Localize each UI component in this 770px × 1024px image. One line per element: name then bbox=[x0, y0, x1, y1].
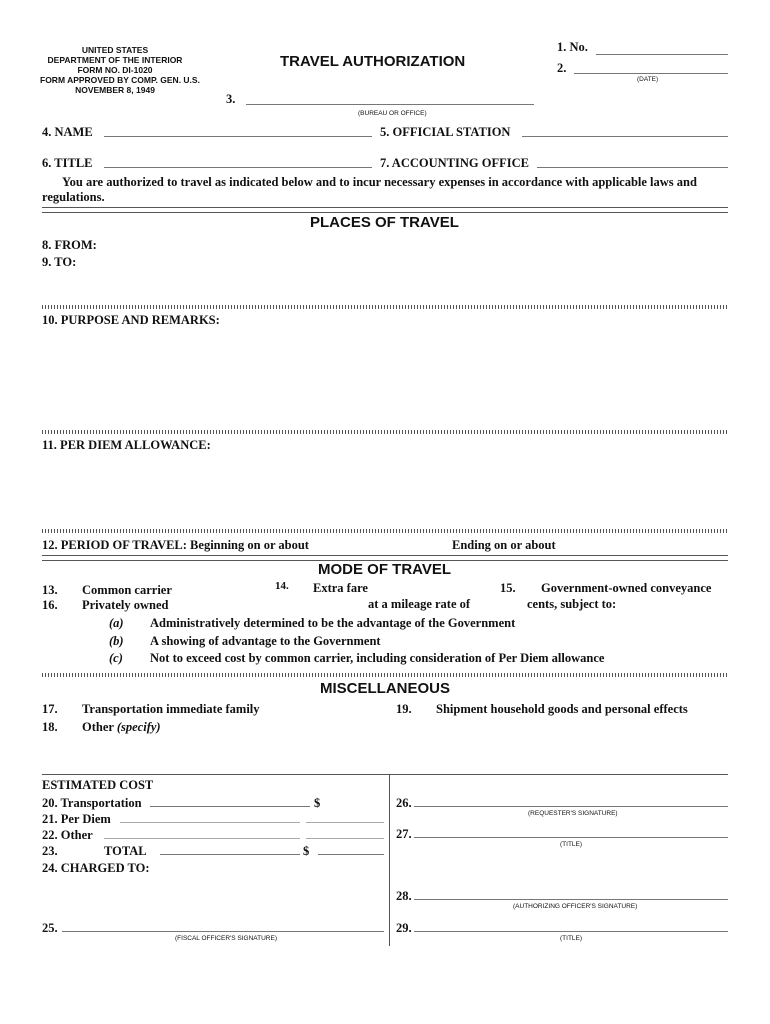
divider-purpose bbox=[42, 305, 728, 309]
estimated-cost-heading: ESTIMATED COST bbox=[42, 778, 154, 792]
misc-heading: MISCELLANEOUS bbox=[320, 680, 451, 697]
option-b-text: A showing of advantage to the Government bbox=[150, 634, 381, 648]
fiscal-signature-field[interactable] bbox=[62, 931, 384, 932]
form-agency-block bbox=[40, 45, 200, 95]
authorization-text-line1: You are authorized to travel as indicated below and to incur necessary expenses in accordance with applicable laws and bbox=[62, 175, 697, 189]
form-title: TRAVEL AUTHORIZATION bbox=[280, 53, 466, 70]
transport-family-label: Transportation immediate family bbox=[82, 702, 260, 716]
specify-text: (specify) bbox=[116, 720, 161, 734]
per-diem-amount-field[interactable] bbox=[306, 822, 384, 823]
fiscal-signature-caption: (FISCAL OFFICER'S SIGNATURE) bbox=[175, 935, 277, 942]
other-amount-field[interactable] bbox=[306, 838, 384, 839]
item-18-number: 18. bbox=[42, 720, 58, 734]
official-station-label: 5. OFFICIAL STATION bbox=[380, 125, 511, 139]
other-label bbox=[82, 720, 161, 735]
item-19-number: 19. bbox=[396, 702, 412, 716]
authorizing-title-field[interactable] bbox=[414, 931, 728, 932]
authorization-text-line2: regulations. bbox=[42, 190, 105, 204]
item-16-number: 16. bbox=[42, 598, 58, 612]
govt-conveyance-label: Government-owned conveyance bbox=[541, 581, 712, 595]
form-approval: FORM APPROVED BY COMP. GEN. U.S. bbox=[40, 75, 200, 85]
no-label: 1. No. bbox=[557, 40, 588, 54]
total-field[interactable] bbox=[160, 854, 300, 855]
mileage-rate-label: at a mileage rate of bbox=[368, 597, 471, 611]
from-label: 8. FROM: bbox=[42, 238, 97, 252]
bureau-field[interactable] bbox=[246, 104, 534, 105]
title-label: 6. TITLE bbox=[42, 156, 93, 170]
mode-heading: MODE OF TRAVEL bbox=[318, 561, 452, 578]
authorizing-signature-caption: (AUTHORIZING OFFICER'S SIGNATURE) bbox=[513, 903, 638, 910]
divider-misc bbox=[42, 673, 728, 677]
common-carrier-label: Common carrier bbox=[82, 583, 172, 597]
authorizing-signature-field[interactable] bbox=[414, 899, 728, 900]
option-c-mark: (c) bbox=[109, 651, 123, 665]
cost-box-divider bbox=[389, 774, 390, 946]
total-label: TOTAL bbox=[104, 844, 147, 858]
shipment-label: Shipment household goods and personal effects bbox=[436, 702, 688, 716]
date-field[interactable] bbox=[574, 73, 728, 74]
date-caption: (DATE) bbox=[637, 76, 659, 83]
other-text: Other bbox=[82, 720, 114, 734]
privately-owned-label: Privately owned bbox=[82, 598, 169, 612]
requester-signature-caption: (REQUESTER'S SIGNATURE) bbox=[528, 810, 618, 817]
official-station-field[interactable] bbox=[522, 136, 728, 137]
option-b-mark: (b) bbox=[109, 634, 124, 648]
form-date: NOVEMBER 8, 1949 bbox=[75, 85, 155, 95]
agency-line-2: DEPARTMENT OF THE INTERIOR bbox=[47, 55, 183, 65]
period-ending-label: Ending on or about bbox=[452, 538, 556, 552]
name-field[interactable] bbox=[104, 136, 372, 137]
total-amount-field[interactable] bbox=[318, 854, 384, 855]
item-28-number: 28. bbox=[396, 889, 412, 903]
period-label: 12. PERIOD OF TRAVEL: Beginning on or about bbox=[42, 538, 309, 552]
transportation-field[interactable] bbox=[150, 806, 310, 807]
per-diem-cost-field[interactable] bbox=[120, 822, 300, 823]
cost-box-top bbox=[42, 774, 728, 775]
option-a-text: Administratively determined to be the advantage of the Government bbox=[150, 616, 516, 630]
item-26-number: 26. bbox=[396, 796, 412, 810]
bureau-caption: (BUREAU OR OFFICE) bbox=[358, 110, 427, 117]
bureau-number: 3. bbox=[226, 92, 236, 106]
name-label: 4. NAME bbox=[42, 125, 93, 139]
per-diem-cost-label: 21. Per Diem bbox=[42, 812, 111, 826]
item-29-number: 29. bbox=[396, 921, 412, 935]
other-cost-field[interactable] bbox=[104, 838, 300, 839]
accounting-office-field[interactable] bbox=[537, 167, 728, 168]
places-heading: PLACES OF TRAVEL bbox=[310, 214, 459, 231]
to-label: 9. TO: bbox=[42, 255, 77, 269]
form-number: FORM NO. DI-1020 bbox=[77, 65, 153, 75]
accounting-office-label: 7. ACCOUNTING OFFICE bbox=[380, 156, 529, 170]
date-number: 2. bbox=[557, 61, 567, 75]
title-field[interactable] bbox=[104, 167, 372, 168]
total-dollar: $ bbox=[303, 844, 310, 858]
item-17-number: 17. bbox=[42, 702, 58, 716]
divider-per-diem bbox=[42, 430, 728, 434]
option-a-mark: (a) bbox=[109, 616, 124, 630]
divider-places bbox=[42, 207, 728, 213]
other-cost-label: 22. Other bbox=[42, 828, 93, 842]
item-25-number: 25. bbox=[42, 921, 58, 935]
item-15-number: 15. bbox=[500, 581, 516, 595]
divider-period bbox=[42, 529, 728, 533]
item-13-number: 13. bbox=[42, 583, 58, 597]
transportation-dollar: $ bbox=[314, 796, 321, 810]
charged-to-label: 24. CHARGED TO: bbox=[42, 861, 150, 875]
option-c-text: Not to exceed cost by common carrier, including consideration of Per Diem allowance bbox=[150, 651, 605, 665]
requester-title-field[interactable] bbox=[414, 837, 728, 838]
item-23-number: 23. bbox=[42, 844, 58, 858]
authorizing-title-caption: (TITLE) bbox=[560, 935, 583, 942]
no-field[interactable] bbox=[596, 54, 728, 55]
per-diem-label: 11. PER DIEM ALLOWANCE: bbox=[42, 438, 211, 452]
transportation-label: 20. Transportation bbox=[42, 796, 142, 810]
extra-fare-label: Extra fare bbox=[313, 581, 368, 595]
cents-subject-label: cents, subject to: bbox=[527, 597, 617, 611]
requester-signature-field[interactable] bbox=[414, 806, 728, 807]
item-14-number: 14. bbox=[275, 580, 289, 592]
item-27-number: 27. bbox=[396, 827, 412, 841]
agency-line-1: UNITED STATES bbox=[81, 45, 149, 55]
purpose-label: 10. PURPOSE AND REMARKS: bbox=[42, 313, 220, 327]
requester-title-caption: (TITLE) bbox=[560, 841, 583, 848]
